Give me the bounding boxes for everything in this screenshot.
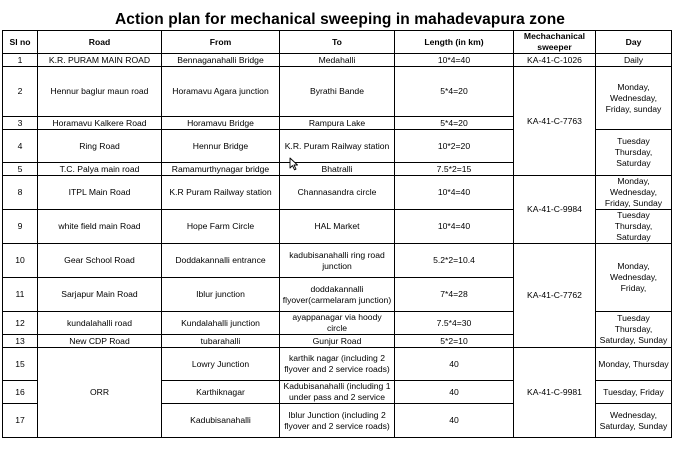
document-title: Action plan for mechanical sweeping in mahadevapura zone: [114, 11, 566, 28]
cell-day: Wednesday, Saturday, Sunday: [596, 404, 672, 438]
cell-day: Tuesday Thursday, Saturday: [596, 130, 672, 176]
cell-road: ITPL Main Road: [38, 176, 162, 210]
cell-slno: 3: [3, 117, 38, 130]
cell-road: Hennur baglur maun road: [38, 67, 162, 117]
cell-from: Lowry Junction: [162, 348, 280, 381]
cell-road: T.C. Palya main road: [38, 163, 162, 176]
header-day: Day: [596, 31, 672, 54]
cell-to: ayappanagar via hoody circle: [280, 312, 395, 335]
cell-sweeper: KA-41-C-9984: [514, 176, 596, 244]
cell-day: Monday, Wednesday, Friday, sunday: [596, 67, 672, 130]
cell-from: Doddakannalli entrance: [162, 244, 280, 278]
cell-from: Kadubisanahalli: [162, 404, 280, 438]
cell-slno: 12: [3, 312, 38, 335]
cell-slno: 8: [3, 176, 38, 210]
cell-from: Hope Farm Circle: [162, 210, 280, 244]
cell-road: Horamavu Kalkere Road: [38, 117, 162, 130]
cell-road: New CDP Road: [38, 335, 162, 348]
cell-road: K.R. PURAM MAIN ROAD: [38, 54, 162, 67]
header-road: Road: [38, 31, 162, 54]
cell-length: 40: [395, 381, 514, 404]
cell-to: HAL Market: [280, 210, 395, 244]
cell-road: ORR: [38, 348, 162, 438]
cell-day: Tuesday Thursday, Saturday: [596, 210, 672, 244]
cell-from: Horamavu Agara junction: [162, 67, 280, 117]
table-row: [3, 67, 672, 117]
cell-to: Rampura Lake: [280, 117, 395, 130]
cell-slno: 15: [3, 348, 38, 381]
header-slno: Sl no: [3, 31, 38, 54]
table-row: [3, 176, 672, 210]
cell-to: doddakannalli flyover(carmelaram junction): [280, 278, 395, 312]
header-sweeper: Mechachanical sweeper: [514, 31, 596, 54]
cell-day: Monday, Wednesday, Friday,: [596, 244, 672, 312]
cell-length: 10*4=40: [395, 176, 514, 210]
cell-from: Hennur Bridge: [162, 130, 280, 163]
cell-sweeper: KA-41-C-7763: [514, 67, 596, 176]
cell-road: kundalahalli road: [38, 312, 162, 335]
sweeping-plan-table: [2, 30, 672, 438]
mouse-pointer-icon: [289, 157, 299, 171]
cell-from: Karthiknagar: [162, 381, 280, 404]
cell-sweeper: KA-41-C-9981: [514, 348, 596, 438]
cell-day: Daily: [596, 54, 672, 67]
cell-to: Iblur Junction (including 2 flyover and 2 service roads): [280, 404, 395, 438]
cell-length: 7*4=28: [395, 278, 514, 312]
cell-length: 7.5*2=15: [395, 163, 514, 176]
cell-from: Ramamurthynagar bridge: [162, 163, 280, 176]
cell-to: Channasandra circle: [280, 176, 395, 210]
cell-slno: 10: [3, 244, 38, 278]
cell-to: Bhatralli: [280, 163, 395, 176]
cell-slno: 4: [3, 130, 38, 163]
cell-day: Tuesday, Friday: [596, 381, 672, 404]
cell-day: Monday, Thursday: [596, 348, 672, 381]
cell-slno: 11: [3, 278, 38, 312]
cell-length: 10*4=40: [395, 54, 514, 67]
cell-from: K.R Puram Railway station: [162, 176, 280, 210]
header-to: To: [280, 31, 395, 54]
cell-slno: 13: [3, 335, 38, 348]
cell-length: 40: [395, 404, 514, 438]
cell-to: Gunjur Road: [280, 335, 395, 348]
cell-slno: 9: [3, 210, 38, 244]
cell-slno: 5: [3, 163, 38, 176]
cell-to: karthik nagar (including 2 flyover and 2 service roads): [280, 348, 395, 381]
table-row: [3, 244, 672, 278]
header-from: From: [162, 31, 280, 54]
cell-to: Byrathi Bande: [280, 67, 395, 117]
cell-day: Monday, Wednesday, Friday, Sunday: [596, 176, 672, 210]
cell-length: 5.2*2=10.4: [395, 244, 514, 278]
cell-to: kadubisanahalli ring road junction: [280, 244, 395, 278]
cell-slno: 1: [3, 54, 38, 67]
table-row: [3, 54, 672, 67]
cell-slno: 16: [3, 381, 38, 404]
cell-from: Kundalahalli junction: [162, 312, 280, 335]
cell-from: Iblur junction: [162, 278, 280, 312]
cell-to: Medahalli: [280, 54, 395, 67]
cell-length: 7.5*4=30: [395, 312, 514, 335]
cell-slno: 2: [3, 67, 38, 117]
cell-to: K.R. Puram Railway station: [280, 130, 395, 163]
cell-slno: 17: [3, 404, 38, 438]
cell-length: 10*4=40: [395, 210, 514, 244]
cell-to: Kadubisanahalli (including 1 under pass and 2 service: [280, 381, 395, 404]
cell-sweeper: KA-41-C-7762: [514, 244, 596, 348]
cell-length: 10*2=20: [395, 130, 514, 163]
cell-sweeper: KA-41-C-1026: [514, 54, 596, 67]
cell-road: white field main Road: [38, 210, 162, 244]
cell-length: 5*4=20: [395, 117, 514, 130]
cell-length: 5*4=20: [395, 67, 514, 117]
cell-road: Gear School Road: [38, 244, 162, 278]
header-row: [3, 31, 672, 54]
cell-road: Sarjapur Main Road: [38, 278, 162, 312]
cell-length: 5*2=10: [395, 335, 514, 348]
header-length: Length (in km): [395, 31, 514, 54]
cell-road: Ring Road: [38, 130, 162, 163]
cell-day: Tuesday Thursday, Saturday, Sunday: [596, 312, 672, 348]
cell-from: Horamavu Bridge: [162, 117, 280, 130]
cell-from: tubarahalli: [162, 335, 280, 348]
table-row: [3, 348, 672, 381]
cell-length: 40: [395, 348, 514, 381]
cell-from: Bennaganahalli Bridge: [162, 54, 280, 67]
